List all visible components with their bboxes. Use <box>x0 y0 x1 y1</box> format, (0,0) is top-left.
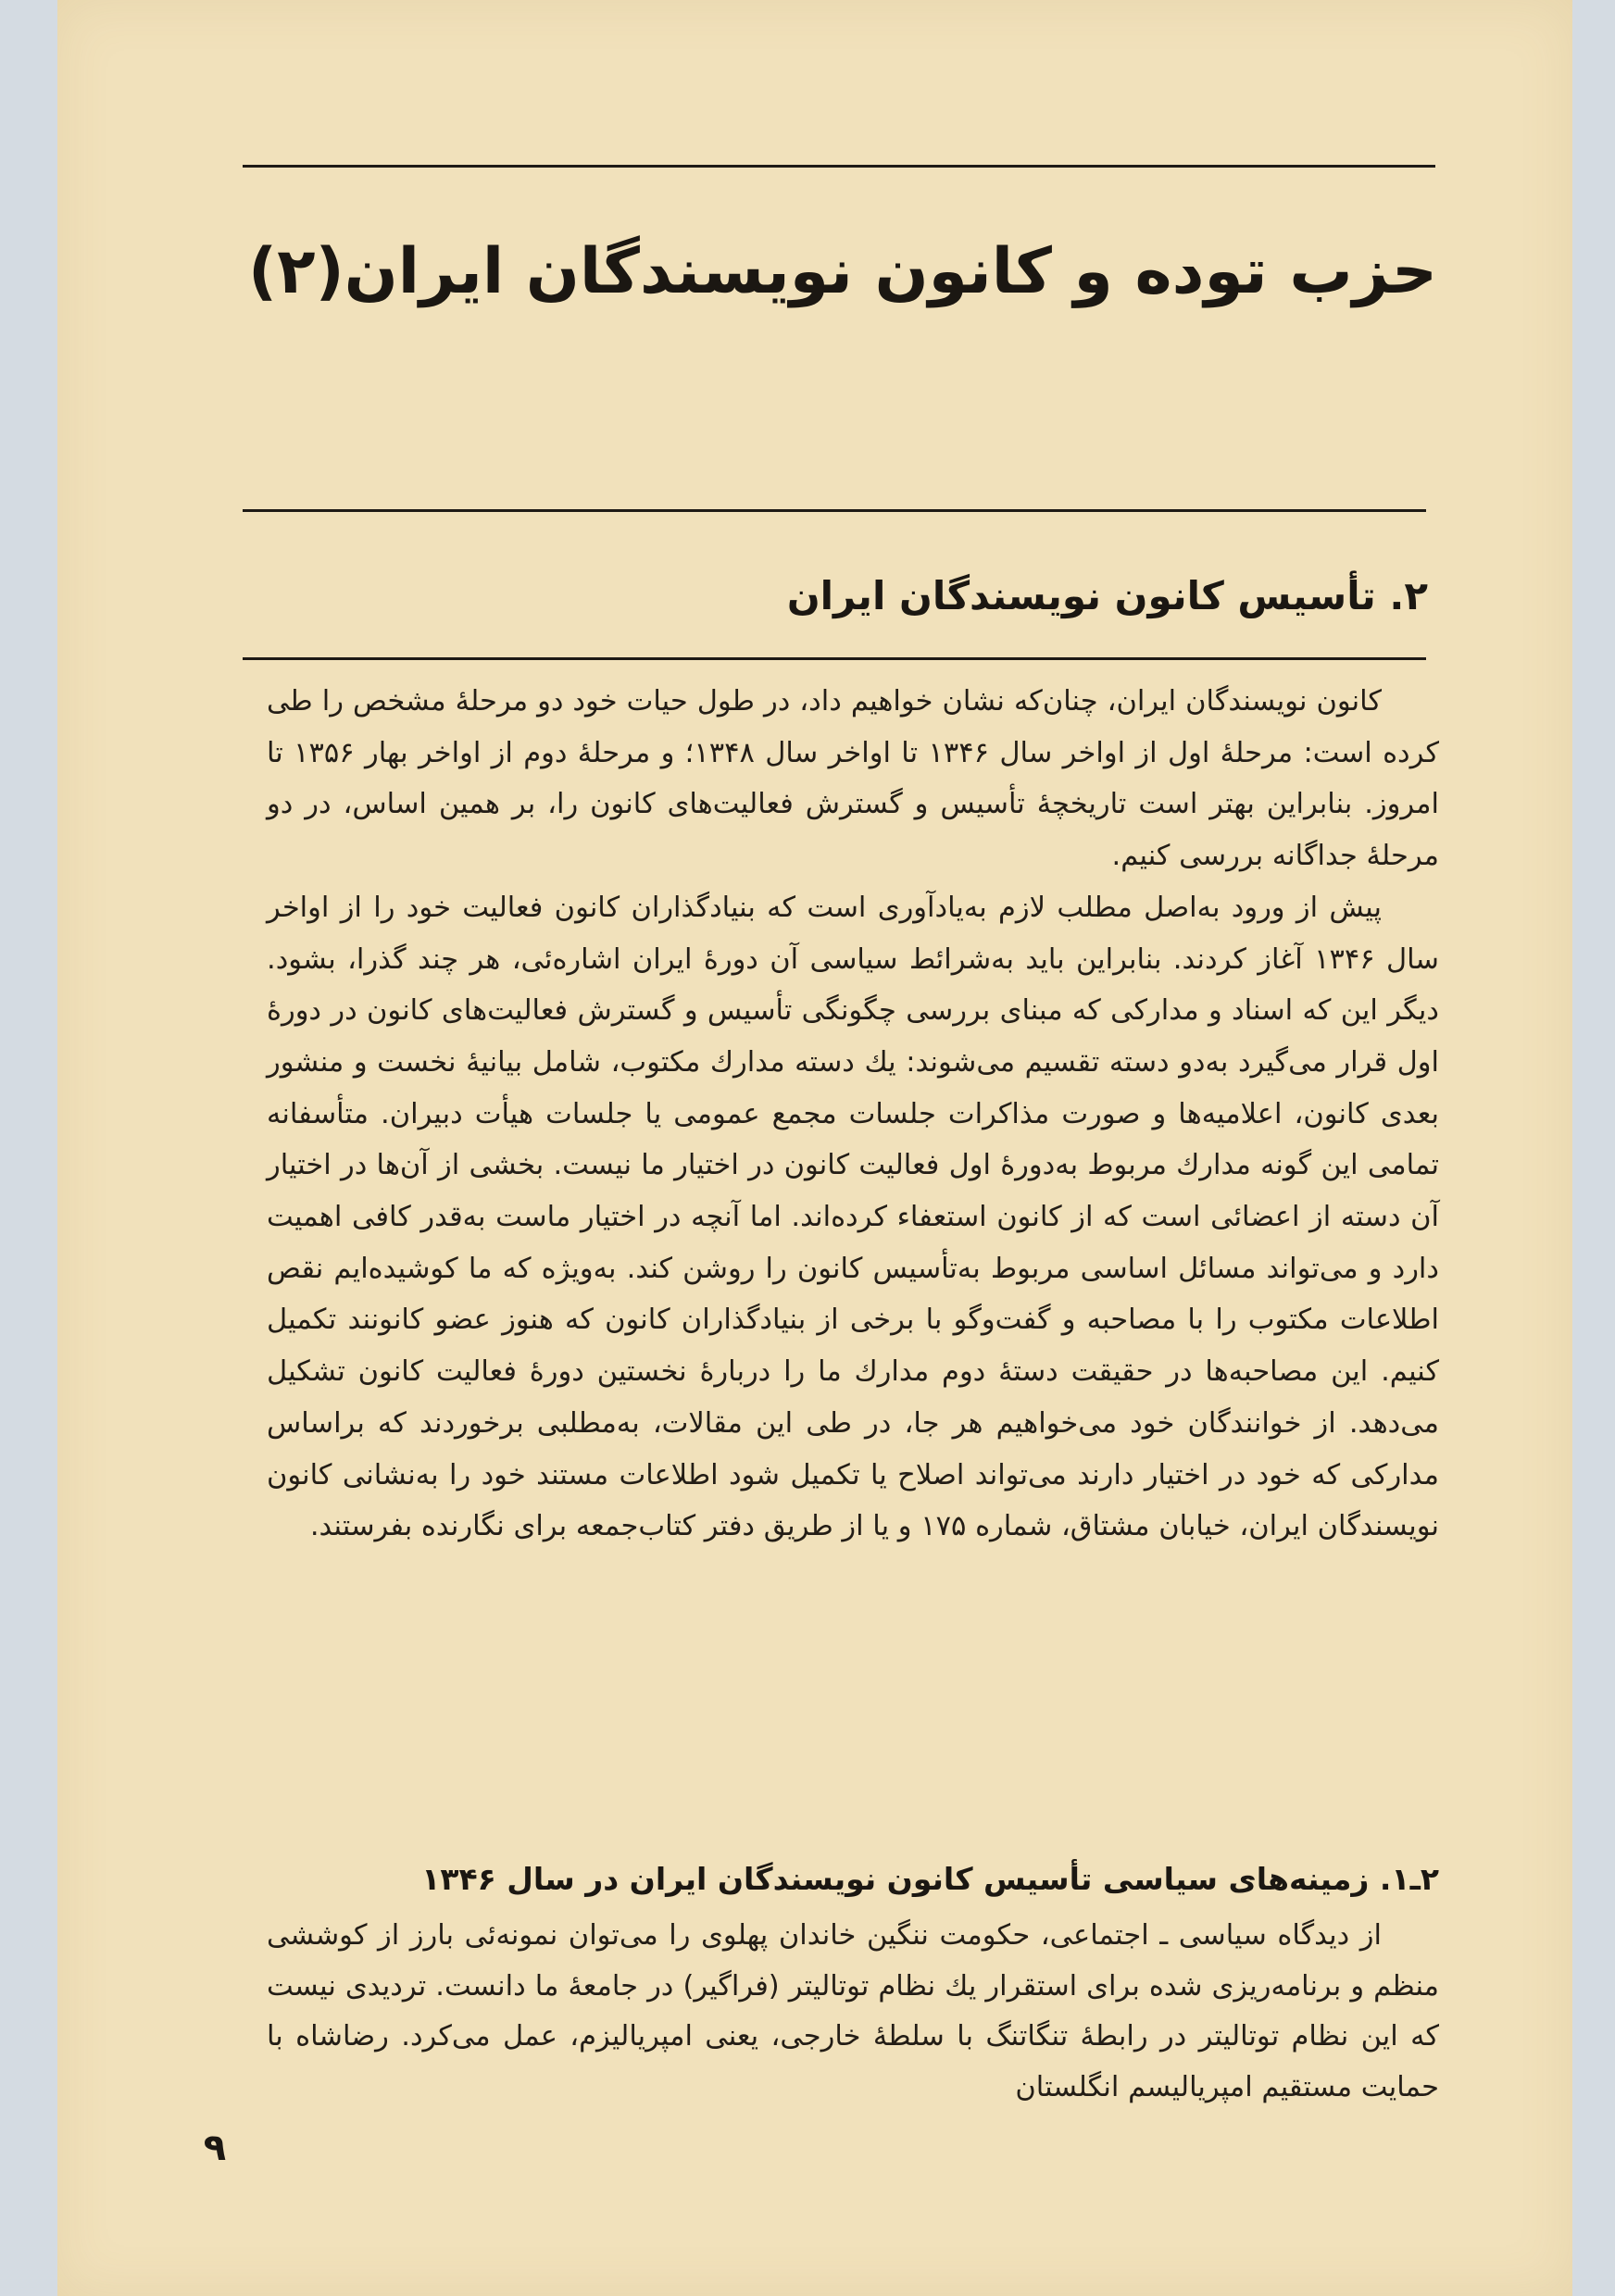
section-body <box>267 676 1439 1553</box>
book-page <box>57 0 1572 2296</box>
subsection-body <box>267 1911 1439 2113</box>
section-heading: ۲. تأسیس کانون نویسندگان ایران <box>786 573 1428 618</box>
paragraph: پیش از ورود به‌اصل مطلب لازم به‌یادآوری است که بنیادگذاران کانون فعالیت خود را از اواخر سال ۱۳۴۶ آغاز کردند. بنابراین باید به‌شرائط سیاسی آن دورهٔ ایران اشاره‌ئی، هر چند گذرا، بشود. دیگر این که اسناد و مدارکی که مبنای بررسی چگونگی تأسیس و گسترش فعالیت‌های کانون در دورهٔ اول قرار می‌گیرد به‌دو دسته تقسیم می‌شوند: یك دسته مدارك مکتوب، شامل بیانیهٔ نخست و منشور بعدی کانون، اعلامیه‌ها و صورت مذاکرات جلسات مجمع عمومی یا جلسات هیأت دبیران. متأسفانه تمامی این گونه مدارك مربوط به‌دورهٔ اول فعالیت کانون در اختیار ما نیست. بخشی از آن‌ها در اختیار آن دسته از اعضائی است که از کانون استعفاء کرده‌اند. اما آنچه در اختیار ماست به‌قدر کافی اهمیت دارد و می‌تواند مسائل اساسی مربوط به‌تأسیس کانون را روشن کند. به‌ویژه که ما کوشیده‌ایم نقص اطلاعات مکتوب را با مصاحبه و گفت‌وگو با برخی از بنیادگذاران کانون که هنوز عضو کانونند تکمیل کنیم. این مصاحبه‌ها در حقیقت دستهٔ دوم مدارك ما را دربارهٔ نخستین دورهٔ فعالیت کانون تشکیل می‌دهد. از خوانندگان خود می‌خواهیم هر جا، در طی این مقالات، به‌مطلبی برخوردند که براساس مدارکی که خود در اختیار دارند می‌تواند اصلاح یا تکمیل شود اطلاعات مستند خود را به‌نشانی کانون نویسندگان ایران، خیابان مشتاق، شماره ۱۷۵ و یا از طریق دفتر کتاب‌جمعه برای نگارنده بفرستند. <box>267 891 1439 1543</box>
paragraph: از دیدگاه سیاسی ـ اجتماعی، حکومت ننگین خاندان پهلوی را می‌توان نمونه‌ئی بارز از کوششی منظم و برنامه‌ریزی شده برای استقرار یك نظام توتالیتر (فراگیر) در جامعهٔ ما دانست. تردیدی نیست که این نظام توتالیتر در رابطهٔ تنگاتنگ با سلطهٔ خارجی، یعنی امپریالیزم، عمل می‌کرد. رضاشاه با حمایت مستقیم امپریالیسم انگلستان <box>267 1919 1439 2103</box>
subsection-heading: ۲ـ۱. زمینه‌های سیاسی تأسیس کانون نویسندگان ایران در سال ۱۳۴۶ <box>421 1861 1439 1897</box>
top-rule <box>243 165 1435 168</box>
title-bottom-rule <box>243 509 1426 512</box>
page-number: ۹ <box>203 2127 227 2169</box>
paragraph: کانون نویسندگان ایران، چنان‌که نشان خواهیم داد، در طول حیات خود دو مرحلهٔ مشخص را طی کرده است: مرحلهٔ اول از اواخر سال ۱۳۴۶ تا اواخر سال ۱۳۴۸؛ و مرحلهٔ دوم از اواخر بهار ۱۳۵۶ تا امروز. بنابراین بهتر است تاریخچهٔ تأسیس و گسترش فعالیت‌های کانون را، بر همین اساس، در دو مرحلهٔ جداگانه بررسی کنیم. <box>267 685 1439 873</box>
section-bottom-rule <box>243 657 1426 660</box>
article-title: حزب توده و کانون نویسندگان ایران(۲) <box>248 235 1437 308</box>
